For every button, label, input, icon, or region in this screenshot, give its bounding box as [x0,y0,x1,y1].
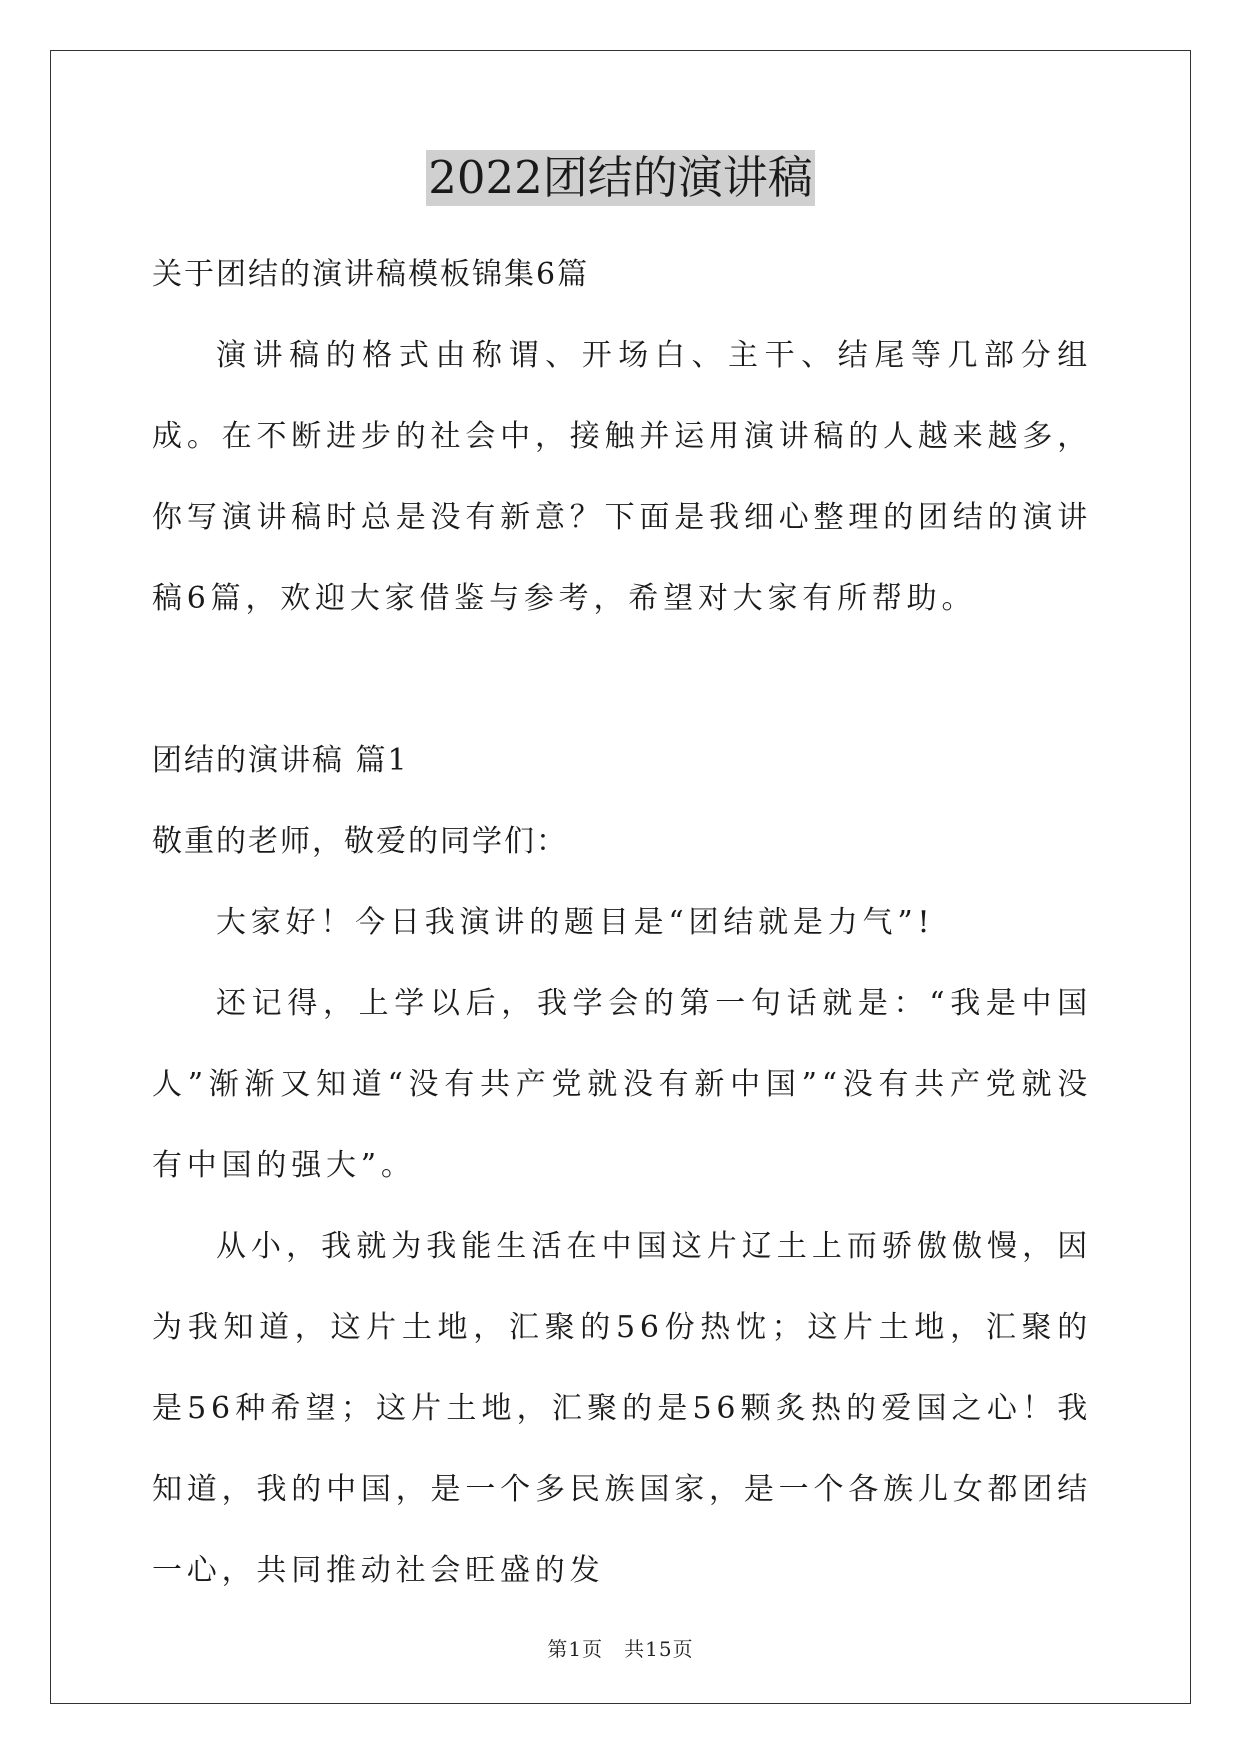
intro-paragraph: 演讲稿的格式由称谓、开场白、主干、结尾等几部分组成。在不断进步的社会中，接触并运用演讲稿的人越来越多，你写演讲稿时总是没有新意？下面是我细心整理的团结的演讲稿6篇，欢迎大家借鉴与参考，希望对大家有所帮助。 [152,338,1092,616]
document-body [152,234,1092,1611]
paragraph-2: 还记得，上学以后，我学会的第一句话就是：“我是中国人”渐渐又知道“没有共产党就没有新中国”“没有共产党就没有中国的强大”。 [152,986,1092,1183]
paragraph-1: 大家好！今日我演讲的题目是“团结就是力气”! [216,905,935,940]
document-subtitle: 关于团结的演讲稿模板锦集6篇 [152,257,590,292]
title-container [0,150,1241,206]
document-title[interactable]: 2022团结的演讲稿 [428,151,813,204]
paragraph-3: 从小，我就为我能生活在中国这片辽土上而骄傲傲慢，因为我知道，这片土地，汇聚的56份热忱；这片土地，汇聚的是56种希望；这片土地，汇聚的是56颗炙热的爱国之心！我知道，我的中国，是一个多民族国家，是一个各族儿女都团结一心，共同推动社会旺盛的发 [152,1229,1092,1588]
page-footer: 第1页 共15页 [547,1637,694,1661]
section-heading: 团结的演讲稿 篇1 [152,743,409,778]
blank-line [152,639,1092,720]
salutation: 敬重的老师，敬爱的同学们： [152,824,568,859]
